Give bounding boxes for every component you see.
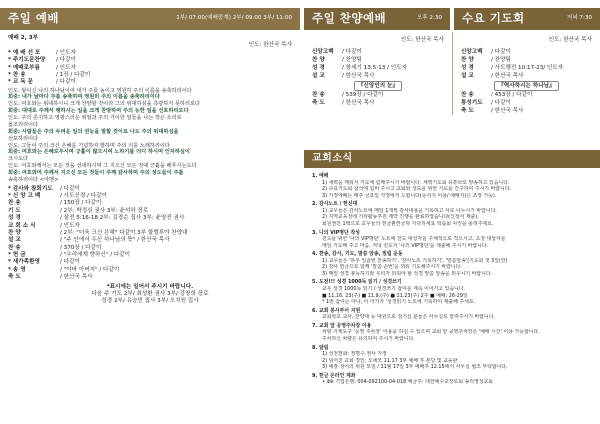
church-news-section (304, 150, 600, 386)
order-row (8, 72, 292, 79)
order-row (8, 186, 292, 193)
news-item-line: * 1번 참여는 아나, 이 아기가 '성경읽기 노트에 기록하여 제출해 주세요. (322, 299, 476, 306)
order-key: 설 교 (8, 237, 21, 244)
order-key: * 감사와 참회기도 (8, 185, 53, 192)
order-key: * 예배로부름 (8, 64, 40, 71)
order-key: * 찬 송 (8, 71, 26, 78)
news-item-heading: 2. 감사노트 / 헌신대 (312, 201, 358, 208)
service-value: / 453장 / 다같이 (491, 91, 533, 98)
sunday-worship-column (0, 0, 300, 306)
order-row (8, 215, 292, 222)
news-item-heading: 9. 헌금 온라인 계좌 (312, 372, 356, 379)
order-key: 교 회 소 식 (8, 222, 36, 229)
service-row (461, 99, 592, 107)
news-item-line: 교회학교 교사, 찬양대 등 대원으로 섬기실 분들은 사무실로 알려주시기 바랍니다. (322, 314, 496, 321)
news-item-line: 1) 교우들은 '하루 일곱번 찬송하기', '감사노트 기록하기', '말씀암송'(기도회 첫 3일(한) (322, 257, 508, 264)
service-key: 통성기도 (461, 99, 483, 106)
evening-worship-title: 주일 찬양예배 (312, 11, 387, 26)
service-key: 축 도 (312, 99, 325, 106)
next-week-roles (8, 291, 292, 306)
service-key: 찬 양 (461, 57, 474, 64)
order-value: / 2부: 박정심 권사 3부: 윤석하 장로 (60, 207, 149, 214)
responsive-line: 회중: 여호와는 은혜로우시며 긍휼이 많으시며 노하기를 더디 하시며 인자하심이 (8, 149, 190, 156)
order-value: / "우리에게 향하신" / 다같이 (60, 252, 131, 259)
service-row (461, 91, 592, 99)
evening-worship-body (304, 32, 452, 107)
news-item-line: 2) 수요기도회 참석에 힘써 주시고 교회와 성도를 위한 기도를 간구하여 주시기 바랍니다. (322, 186, 512, 193)
order-key: * 예 배 선 포 (8, 49, 41, 56)
news-item-line: 2) 넘어진 교회 경인: 오세모 11.17 3부 예배 후 본당 및 교육관 (322, 357, 458, 364)
responsive-line: 회중: 사람들은 주의 두려운 일의 권능을 말할 것이요 나도 주의 위대하심을 (8, 128, 179, 135)
service-value: / 창세기 13:5-13 / 인도자 (342, 65, 408, 72)
service-value: / 539장 / 다같이 (342, 91, 384, 98)
service-row (312, 81, 444, 91)
order-key: 찬 양 (8, 229, 21, 236)
service-value: / 한산국 목사 (342, 73, 375, 80)
news-item-heading: 6. 교회 봉사부서 지원 (312, 307, 361, 314)
church-news-list (304, 168, 600, 386)
wednesday-prayer-title: 수요 기도회 (462, 11, 525, 26)
service-key: 설 교 (461, 73, 474, 80)
news-item-line: 1) 교우들은 감사노트에 매일 1개씩 감사내용을 기록하고 서로 나누시기 바랍니다. (322, 207, 497, 214)
next-week-line: 성경 2부/ 유승민 집사 3부/ 오치원 집사 (101, 298, 199, 305)
news-item-line: 매일 기도해 주고 마음, 저녁 전도지 '나의 VIP명단'을 제출해 주시기 바랍니다. (322, 242, 489, 249)
order-row (8, 65, 292, 72)
order-value: / 다같이 (56, 79, 76, 86)
service-value: / 다같이 (491, 99, 511, 106)
responsive-line: 인도: 그들이 주의 크신 은혜를 기념하여 말하며 주의 의를 노래하리이다 (8, 142, 170, 149)
order-value: / 다같이 (56, 57, 76, 64)
news-item-line: 1) 새벽을 깨워서 기도에 함께주시기 바랍니다. 새벽기도회 유튜브로 방송하고 있습니다. (322, 179, 510, 186)
order-key: * 새가족환영 (8, 259, 40, 266)
service-key: 신앙고백 (312, 49, 334, 56)
order-value: / 2부: "더욱 크신 은혜" 다같이 3부 할렐루야 찬양대 (60, 229, 188, 236)
news-item-line: ■ 11.16. 23(주) ■ 11.9.(주) ■ 11.23(주) 2주 ■ 예배: 26-29일 (322, 292, 468, 299)
order-value: / 다같이 (60, 259, 80, 266)
order-row (8, 252, 292, 259)
news-item-line: 3) 매일 성경 봉독하기와 우리가 외워야 할 성경 말씀 암송을 외우시기 바랍니다. (322, 270, 493, 277)
order-value: / 사도신경 / 다같이 (60, 193, 107, 200)
service-row (461, 48, 592, 56)
responsive-line: 회중: 여호와여 주께서 지으신 모든 것들이 주께 감사하며 주의 성도들이 주를 (8, 169, 184, 176)
order-key: 축 도 (8, 274, 21, 281)
order-row (8, 193, 292, 200)
service-row (461, 81, 592, 91)
news-item-line: • ibk 기업은행: 004-092100-04-018 예금주: 대한예수교장로회 송리영성교회 (322, 379, 493, 386)
order-value: / 370장 / 다같이 (60, 244, 102, 251)
order-row (8, 57, 292, 64)
service-key: 신앙고백 (461, 49, 483, 56)
responsive-line: 인도: 여호와는 위대하시니 크게 찬양할 것이라 그의 위대하심을 측량하지 못하리로다 (8, 101, 200, 108)
order-row (8, 245, 292, 252)
responsive-line: 인도: 왕이신 나의 하나님이여 내가 주를 높이고 영원히 주의 이름을 송축하리이다 (8, 87, 192, 94)
sunday-worship-times: 1부/ 07:00(예배중계) 2부/ 09:00 3부/ 11:00 (176, 15, 292, 22)
news-item-heading: 7. 교회 앞 공영주차장 이용 (312, 322, 372, 329)
right-column (304, 0, 600, 30)
service-row (461, 72, 592, 80)
order-value: / 한산국 목사 (60, 274, 93, 281)
news-item-line: 3) 가정에배는 매주 금요일 가정에서 드립니다(순서지 이용/ 예배지)은 조장 가능). (322, 192, 497, 199)
responsive-line: 크시도다 (8, 156, 29, 163)
order-value: / "주 안에서 우신 하나님의 뜻" / 한산국 목사 (60, 237, 170, 244)
sermon-title: 『신앙인의 눈』 (354, 81, 402, 91)
order-value: / 150장 / 다같이 (60, 200, 102, 207)
next-week-line: 다음 주 기도 2부/ 최성환 권사 3부/ 강창희 장로 (91, 290, 209, 297)
order-key: * 교 독 문 (8, 79, 33, 86)
order-key: * 헌 금 (8, 252, 26, 259)
sermon-title: 『역사하시는 하나님』 (494, 81, 558, 91)
order-value: / 인도자 (56, 64, 76, 71)
sunday-worship-title: 주일 예배 (8, 11, 59, 26)
service-row (312, 48, 444, 56)
service-row (312, 72, 444, 80)
service-row (312, 64, 444, 72)
service-value: / 사도행전 10:17-23/ 인도자 (491, 65, 564, 72)
service-row (312, 56, 444, 64)
order-row (8, 223, 292, 230)
wednesday-order-list (461, 48, 592, 115)
news-item-line: 교우 성경 1000독 읽기 / 성경쓰기 참여를 계속 이어가고 있습니다. (322, 286, 466, 292)
news-item-heading: 5. 도전!!! 성경 1000독 읽기 / 성경쓰기 (312, 279, 402, 286)
service-row (312, 91, 444, 99)
order-value: / 살전 5:16-18 2부: 김경순 집사 3부: 윤양진 권사 (60, 215, 185, 222)
order-value: / 인도자 (60, 222, 80, 229)
service-key: 성 경 (461, 65, 474, 72)
order-key: * 주기도문찬양 (8, 57, 46, 64)
order-value: / "아바 아버지" / 다같이 (60, 266, 120, 273)
news-item-line: 1) 성전헌화: 정명수 권사 가정 (322, 351, 387, 358)
service-value: / 한산국 목사 (342, 99, 375, 106)
worship-order-list-2 (8, 186, 292, 282)
church-news-header (304, 150, 600, 168)
standing-note: *표시에는 일어서 주시기 바랍니다. (106, 283, 194, 290)
news-item-line: 주차하신 차량은 유의하여 주시기 바랍니다. (322, 335, 415, 342)
news-item-heading: 8. 알림 (312, 344, 329, 351)
news-item-line: 회원권진 1백으로 교우들의 헌금환헌금하 기다리세요 학습회 사진을 올려주세요. (322, 220, 494, 227)
service-value: / 찬양팀 (342, 57, 362, 64)
order-value: / 다같이 (60, 185, 80, 192)
service-value: / 다같이 (342, 49, 362, 56)
news-item-heading: 3. 나의 VIP명단 작성 (312, 229, 360, 236)
wednesday-preacher: 인도: 한산국 목사 (548, 37, 592, 43)
service-value: / 한산국 목사 (491, 107, 524, 114)
worship-order-list (8, 50, 292, 87)
responsive-line: 읊조리리이다 (8, 121, 39, 128)
evening-worship-header (304, 8, 450, 30)
order-key: * 신 앙 고 백 (8, 193, 41, 200)
wednesday-prayer-time: 저녁 7:30 (566, 15, 592, 22)
news-item-heading: 1. 예배 (312, 173, 329, 179)
evening-order-list (312, 48, 444, 107)
order-row (8, 200, 292, 207)
order-key: 찬 송 (8, 200, 21, 207)
service-key: 찬 송 (461, 91, 474, 98)
news-item-heading: 4. 찬송, 감사, 기도, 말씀 암송, 빌립 운동 (312, 251, 403, 258)
sunday-worship-header (0, 8, 300, 30)
church-news-title: 교회소식 (312, 153, 353, 165)
order-value: / 1장 / 다같이 (56, 71, 91, 78)
order-value: / 인도자 (56, 49, 76, 56)
service-value: / 한산국 목사 (491, 73, 524, 80)
order-row (8, 259, 292, 266)
worship-part-label: 예배 2, 3부 (8, 35, 39, 41)
order-key: 찬 송 (8, 244, 21, 251)
order-row (8, 237, 292, 244)
responsive-line: 인도: 주의 존귀하고 영광스러운 위엄과 주의 기이한 일들을 나는 작은 소리로 (8, 115, 182, 122)
order-key: * 송 영 (8, 266, 26, 273)
wednesday-prayer-header (454, 8, 600, 30)
service-row (312, 99, 444, 107)
responsive-line: 선포하리이다 (8, 135, 39, 142)
service-row (461, 107, 592, 115)
service-row (461, 64, 592, 72)
order-row (8, 50, 292, 57)
order-row (8, 274, 292, 281)
order-row (8, 267, 292, 274)
responsive-line: 회중: 내가 날마다 주를 송축하며 영원히 주의 이름을 송축하리이다 (8, 94, 160, 101)
service-key: 찬 양 (312, 57, 325, 64)
wednesday-prayer-body (452, 32, 600, 115)
evening-worship-time: 오후 2:30 (416, 15, 442, 22)
evening-preacher: 인도: 한산국 목사 (400, 37, 444, 43)
news-item-line: 전도를 위한 '나의 VIP명단' 노트에 전도 대상자를 구체적으로 적으시고, 초청 대상자를 (322, 236, 506, 243)
worship-preacher: 인도: 한산국 목사 (248, 42, 292, 49)
responsive-line: 송축하리이다 <아멘> (8, 176, 59, 183)
service-key: 설 교 (312, 73, 325, 80)
news-item-line: 3) 예장 청어의 위원 모임 / 11월 17일 3부 예배후 12.15에서 사무실 협조 부탁합니다. (322, 364, 508, 371)
news-item-line: 차량 기계도구 '공영 주차장' 이용을 하실 수 있으며 교회 앞 공영주차장은 '예배 시간' 이용 가능합니다. (322, 329, 540, 336)
news-item-line: 2) 지역교육청에 기타활동후원 계약 진행을 완료하였습니다(신청서 제출). (322, 214, 479, 221)
news-item-line: 2) 감사 헌금으로 함께 '말씀 순번'을 외워 기도해주시기 바랍니다. (322, 264, 462, 271)
responsive-reading (8, 88, 292, 184)
service-key: 찬 송 (312, 91, 325, 98)
responsive-line: 회중: 대대로 주께서 행하시는 일을 크게 찬양하며 주의 능한 일을 선포하리로다 (8, 108, 189, 115)
service-value: / 찬양팀 (491, 57, 511, 64)
service-row (461, 56, 592, 64)
responsive-line: 인도: 여호와께서는 모든 것을 선대하시며 그 지으신 모든 것에 긍휼을 베푸시는도다 (8, 163, 197, 170)
order-key: 기 도 (8, 207, 21, 214)
order-row (8, 79, 292, 86)
service-key: 성 경 (312, 65, 325, 72)
service-value: / 다같이 (491, 49, 511, 56)
order-key: 성 경 (8, 215, 21, 222)
service-key: 축 도 (461, 107, 474, 114)
